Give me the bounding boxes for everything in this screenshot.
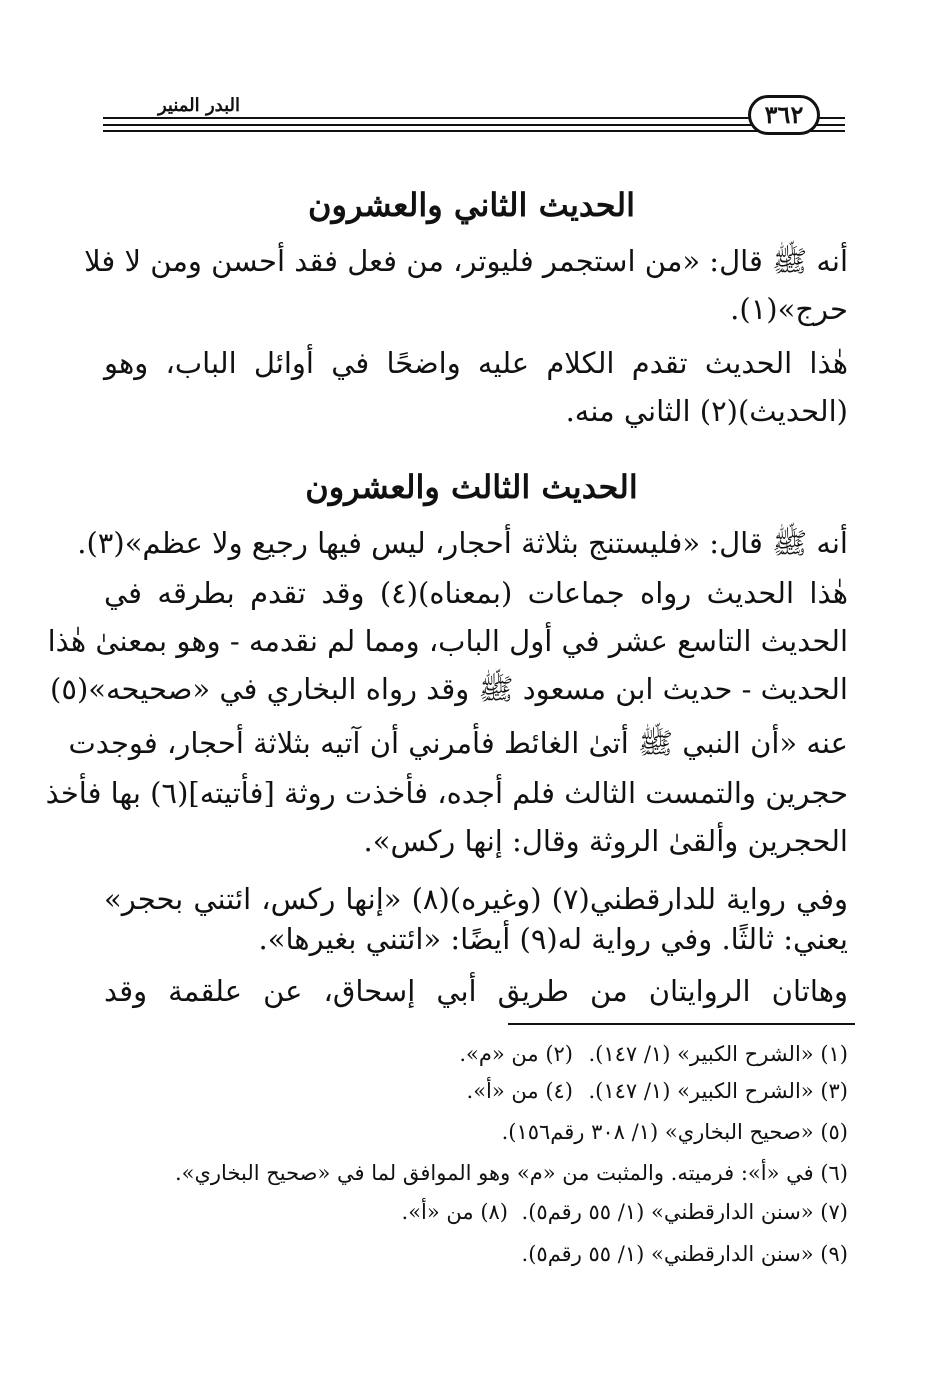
header-rule-bottom (103, 130, 845, 132)
footnote: (٧) «سنن الدارقطني» (١/ ٥٥ رقم٥). (521, 1200, 848, 1224)
header-rule-middle (103, 124, 845, 126)
footnote: (١) «الشرح الكبير» (١/ ١٤٧). (588, 1042, 848, 1066)
text-line: وهاتان الروايتان من طريق أبي إسحاق، عن علقمة وقد (104, 974, 848, 1008)
footnote: (٨) من «أ». (401, 1200, 508, 1224)
footnote: (٤) من «أ». (466, 1079, 573, 1103)
page-number: ٣٦٢ (748, 95, 820, 135)
text-line: يعني: ثالثًا. وفي رواية له(٩) أيضًا: «ائتني بغيرها». (258, 922, 848, 956)
text-line: هٰذا الحديث تقدم الكلام عليه واضحًا في أوائل الباب، وهو (104, 346, 848, 380)
text-line: حرج»(١). (730, 292, 848, 326)
footnote: (٣) «الشرح الكبير» (١/ ١٤٧). (588, 1079, 848, 1103)
footnote: (٩) «سنن الدارقطني» (١/ ٥٥ رقم٥). (521, 1242, 848, 1266)
text-line: أنه ﷺ قال: «من استجمر فليوتر، من فعل فقد أحسن ومن لا فلا (84, 244, 848, 278)
running-header-title: البدر المنير (157, 95, 240, 116)
text-line: الحديث التاسع عشر في أول الباب، ومما لم نقدمه - وهو بمعنىٰ هٰذا (47, 624, 848, 658)
section-heading: الحديث الثاني والعشرون (307, 186, 635, 224)
text-line: حجرين والتمست الثالث فلم أجده، فأخذت روثة [فأتيته](٦) بها فأخذ (45, 776, 848, 810)
footnote: (٢) من «م». (459, 1042, 573, 1066)
text-line: (الحديث)(٢) الثاني منه. (565, 394, 848, 428)
footnote-separator (508, 1023, 855, 1025)
text-line: وفي رواية للدارقطني(٧) (وغيره)(٨) «إنها ركس، ائتني بحجر» (104, 882, 848, 916)
text-line: أنه ﷺ قال: «فليستنج بثلاثة أحجار، ليس فيها رجيع ولا عظم»(٣). (77, 526, 848, 560)
footnote: (٥) «صحيح البخاري» (١/ ٣٠٨ رقم١٥٦). (501, 1120, 848, 1144)
section-heading: الحديث الثالث والعشرون (305, 468, 638, 506)
text-line: هٰذا الحديث رواه جماعات (بمعناه)(٤) وقد تقدم بطرقه في (104, 576, 848, 610)
text-line: الحجرين وألقىٰ الروثة وقال: إنها ركس». (363, 824, 848, 858)
text-line: الحديث - حديث ابن مسعود ﷺ وقد رواه البخاري في «صحيحه»(٥) (50, 672, 848, 706)
text-line: عنه «أن النبي ﷺ أتىٰ الغائط فأمرني أن آتيه بثلاثة أحجار، فوجدت (68, 726, 848, 760)
footnote: (٦) في «أ»: فرميته. والمثبت من «م» وهو الموافق لما في «صحيح البخاري». (174, 1161, 848, 1185)
